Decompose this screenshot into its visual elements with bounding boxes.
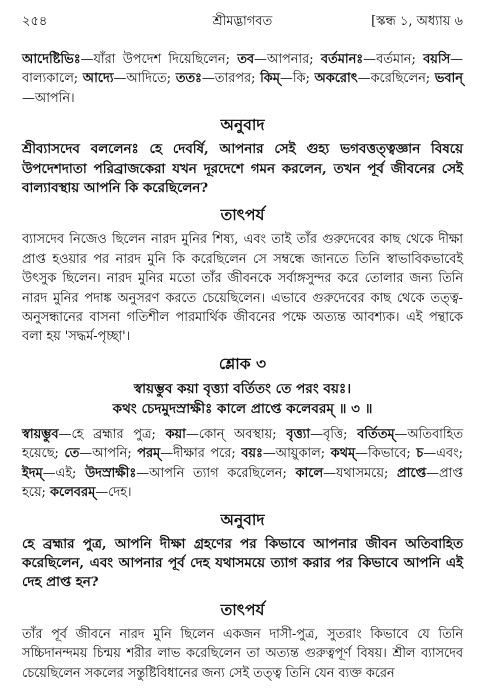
synonym-gloss: আপনি bbox=[92, 446, 128, 462]
page-number: ২৫৪ bbox=[22, 14, 48, 29]
synonym-term: কয়া bbox=[165, 426, 186, 442]
synonym-term: বর্তমানঃ bbox=[320, 52, 364, 67]
chapter-reference: [স্কন্ধ ১, অধ্যায় ৬ bbox=[371, 14, 463, 29]
verse-line: স্বায়ম্ভুব কয়া বৃত্ত্যা বর্তিতং তে পরং বয়ঃ। bbox=[133, 380, 352, 397]
synonym-term: কলেবরম্ bbox=[50, 485, 96, 501]
synonym-term: ইদম্ bbox=[22, 465, 43, 481]
synonym-gloss: বাল্যকালে bbox=[22, 71, 74, 87]
synonym-gloss: আপনি। bbox=[34, 90, 75, 106]
synonym-term: চ bbox=[416, 446, 424, 462]
verse-heading: শ্লোক ৩ bbox=[218, 353, 267, 373]
synonym-gloss: বৃত্তি bbox=[323, 426, 344, 442]
translation-heading: অনুবাদ bbox=[220, 509, 265, 529]
page-header bbox=[22, 6, 463, 28]
page-content bbox=[22, 50, 463, 683]
synonym-term: কিম্ bbox=[260, 71, 280, 87]
translation-heading: অনুবাদ bbox=[220, 115, 265, 135]
synonym-term: ততঃ bbox=[175, 71, 202, 87]
synonym-gloss: অতিবাহিত হয়েছে bbox=[22, 426, 463, 462]
translation-text: শ্রীব্যাসদেব বললেনঃ হে দেবর্ষি, আপনার সেই গুহ্য ভগবত্তত্ত্বজ্ঞান বিষয়ে উপদেশদাতা পরিব্রাজকেরা যখন দূরদেশে গমন করলেন, তখন পূর্ব জীবনের সেই বাল্যাবস্থায় আপনি কি করেছিলেন? bbox=[22, 141, 463, 197]
verse-line: কথং চেদমুদস্রাক্ষীঃ কালে প্রাপ্তে কলেবরম্ ॥ ৩ ॥ bbox=[112, 400, 373, 417]
synonym-gloss: দেহ। bbox=[108, 485, 132, 501]
synonym-term: বৃত্ত্যা bbox=[286, 426, 311, 442]
synonym-gloss: আদিতে bbox=[126, 71, 167, 87]
synonym-gloss: আপনি ত্যাগ করেছিলেন bbox=[149, 465, 283, 481]
synonym-gloss: কি bbox=[292, 71, 306, 87]
synonym-term: আদ্যে bbox=[82, 71, 114, 87]
synonym-gloss: কোন্ অবস্থায় bbox=[198, 426, 273, 442]
synonym-gloss: দীক্ষার পরে bbox=[173, 446, 232, 462]
synonym-term: তব bbox=[237, 52, 255, 67]
synonym-gloss: বর্তমান bbox=[376, 52, 412, 67]
synonym-term: প্রাপ্তে bbox=[396, 465, 427, 481]
synonym-gloss: প্রাপ্ত হয়ে bbox=[22, 465, 463, 501]
synonym-gloss: হে ব্রহ্মার পুত্র bbox=[71, 426, 152, 442]
synonym-term: বয়সি bbox=[423, 52, 451, 67]
purport-text: তাঁর পূর্ব জীবনে নারদ মুনি ছিলেন একজন দাসী-পুত্র, সুতরাং কিভাবে যে তিনি সচ্চিদানন্দময় চিন্ময় শরীর লাভ করেছিলেন তা অত্যন্ত গুরুত্বপূর্ণ বিষয়। শ্রীল ব্যাসদেব চেয়েছিলেন সকলের সন্তুষ্টিবিধানের জন্য সেই তত্ত্ব তিনি যেন ব্যক্ত করেন bbox=[22, 626, 463, 681]
synonym-gloss: করেছিলেন bbox=[370, 71, 426, 87]
synonym-gloss: যাঁরা উপদেশ দিয়েছিলেন bbox=[93, 52, 226, 67]
synonym-term: উদস্রাক্ষীঃ bbox=[85, 465, 137, 481]
synonym-term: কালে bbox=[295, 465, 324, 481]
synonym-term: তে bbox=[64, 446, 80, 462]
synonym-gloss: আপনার bbox=[266, 52, 310, 67]
synonyms-paragraph: আদেষ্টিভিঃ—যাঁরা উপদেশ দিয়েছিলেন; তব—আপনার; বর্তমানঃ—বর্তমান; বয়সি—বাল্যকালে; আদ্যে—আদিতে; ততঃ—তারপর; কিম্—কি; অকরোৎ—করেছিলেন; ভবান্—আপনি। bbox=[22, 52, 463, 106]
synonym-term: আদেষ্টিভিঃ bbox=[22, 52, 81, 67]
synonym-term: পরম্ bbox=[137, 446, 161, 462]
synonym-term: বর্তিতম্ bbox=[357, 426, 395, 442]
synonym-gloss: যথাসময়ে bbox=[335, 465, 384, 481]
synonym-gloss: এই bbox=[55, 465, 73, 481]
synonym-term: অকরোৎ bbox=[314, 71, 358, 87]
synonym-gloss: এবং bbox=[436, 446, 459, 462]
synonym-term: স্বায়ম্ভুব bbox=[22, 426, 59, 442]
synonym-gloss: তারপর bbox=[214, 71, 252, 87]
purport-text: ব্যাসদেব নিজেও ছিলেন নারদ মুনির শিষ্য, এবং তাই তাঁর গুরুদেবের কাছ থেকে দীক্ষা প্রাপ্ত হওয়ার পর নারদ মুনি কি করেছিলেন সে সম্বন্ধে জানতে তিনি স্বাভাবিকভাবেই উৎসুক ছিলেন। নারদ মুনির মতো তাঁর জীবনকে সর্বাঙ্গসুন্দর করে তোলার জন্য তিনি নারদ মুনির পদাঙ্ক অনুসরণ করতে চেয়েছিলেন। এভাবে গুরুদেবের কাছ থেকে তত্ত্ব-অনুসন্ধানের বাসনা গতিশীল পারমার্থিক জীবনের পক্ষে অত্যন্ত আবশ্যক। এই পন্থাকে বলা হয় 'সদ্ধর্ম-পৃচ্ছা'। bbox=[22, 232, 463, 345]
synonyms-paragraph: স্বায়ম্ভুব—হে ব্রহ্মার পুত্র; কয়া—কোন্ অবস্থায়; বৃত্ত্যা—বৃত্তি; বর্তিতম্—অতিবাহিত হয়েছে; তে—আপনি; পরম্—দীক্ষার পরে; বয়ঃ—আয়ুকাল; কথম্—কিভাবে; চ—এবং; ইদম্—এই; উদস্রাক্ষীঃ—আপনি ত্যাগ করেছিলেন; কালে—যথাসময়ে; প্রাপ্তে—প্রাপ্ত হয়ে; কলেবরম্—দেহ। bbox=[22, 426, 463, 501]
synonym-gloss: আয়ুকাল bbox=[275, 446, 321, 462]
book-title: শ্রীমদ্ভাগবত bbox=[212, 14, 273, 29]
translation-text: হে ব্রহ্মার পুত্র, আপনি দীক্ষা গ্রহণের পর কিভাবে আপনার জীবন অতিবাহিত করেছিলেন, এবং আপনার পূর্ব দেহ যথাসময়ে ত্যাগ করার পর কিভাবে আপনি এই দেহ প্রাপ্ত হন? bbox=[22, 535, 463, 591]
synonym-term: বয়ঃ bbox=[241, 446, 263, 462]
purport-heading: তাৎপর্য bbox=[220, 599, 265, 619]
purport-heading: তাৎপর্য bbox=[220, 205, 265, 225]
synonym-gloss: কিভাবে bbox=[368, 446, 407, 462]
synonym-term: ভবান্ bbox=[434, 71, 463, 87]
synonym-term: কথম্ bbox=[330, 446, 356, 462]
